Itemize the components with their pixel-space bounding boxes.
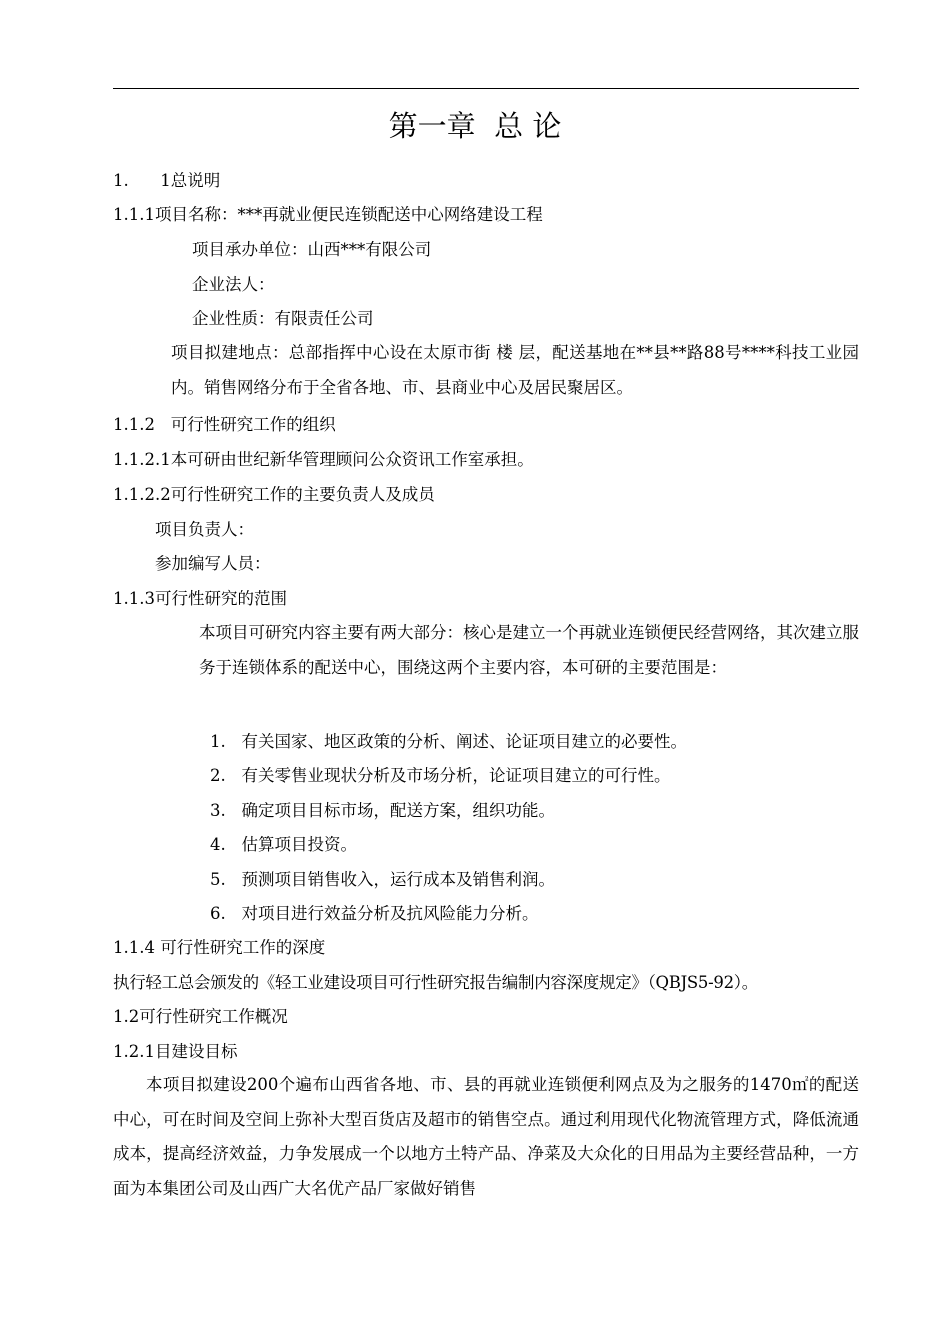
header-rule [113,88,859,89]
section-1-1-3-heading: 1.1.3可行性研究的范围 [113,589,287,608]
depth-text: 执行轻工总会颁发的《轻工业建设项目可行性研究报告编制内容深度规定》（QBJS5-92）。 [113,973,758,992]
project-undertaker: 项目承办单位：山西***有限公司 [192,240,432,259]
scope-intro-paragraph: 本项目可研究内容主要有两大部分：核心是建立一个再就业连锁便民经营网络，其次建立服务于连锁体系的配送中心，围绕这两个主要内容，本可研的主要范围是： [199,623,859,677]
enterprise-nature: 企业性质：有限责任公司 [192,309,374,328]
scope-list-item: 1. 有关国家、地区政策的分析、阐述、论证项目建立的必要性。 [210,732,687,751]
project-site-paragraph: 项目拟建地点：总部指挥中心设在太原市街 楼 层，配送基地在**县**路88号****科技工业园内。销售网络分布于全省各地、市、县商业中心及居民聚居区。 [171,343,859,397]
section-1-1-1-project-name: 1.1.1项目名称：***再就业便民连锁配送中心网络建设工程 [113,205,543,224]
section-1-1-4-heading: 1.1.4 可行性研究工作的深度 [113,938,326,957]
scope-list-item: 4. 估算项目投资。 [210,835,357,854]
scope-list-item: 5. 预测项目销售收入，运行成本及销售利润。 [210,870,555,889]
scope-list-item: 2. 有关零售业现状分析及市场分析，论证项目建立的可行性。 [210,766,671,785]
section-1-1-2-2-heading: 1.1.2.2可行性研究工作的主要负责人及成员 [113,485,435,504]
writers: 参加编写人员： [155,554,271,573]
scope-list-item: 3. 确定项目目标市场，配送方案，组织功能。 [210,801,555,820]
section-1-2-heading: 1.2可行性研究工作概况 [113,1007,288,1026]
scope-list-item: 6. 对项目进行效益分析及抗风险能力分析。 [210,904,539,923]
construction-goal-paragraph: 本项目拟建设200个遍布山西省各地、市、县的再就业连锁便利网点及为之服务的1470㎡的配送中心，可在时间及空间上弥补大型百货店及超市的销售空点。通过利用现代化物流管理方式，降低流通成本，提高经济效益，力争发展成一个以地方土特产品、净菜及大众化的日用品为主要经营品种，一方面为本集团公司及山西广大名优产品厂家做好销售 [113,1075,859,1198]
project-lead: 项目负责人： [155,520,254,539]
section-1-1-2-heading: 1.1.2 可行性研究工作的组织 [113,415,336,434]
legal-person: 企业法人： [192,275,275,294]
section-1-heading: 1. 1总说明 [113,171,221,190]
section-1-2-1-heading: 1.2.1目建设目标 [113,1042,238,1061]
section-1-1-2-1: 1.1.2.1本可研由世纪新华管理顾问公众资讯工作室承担。 [113,450,534,469]
chapter-title: 第一章 总 论 [388,109,562,143]
